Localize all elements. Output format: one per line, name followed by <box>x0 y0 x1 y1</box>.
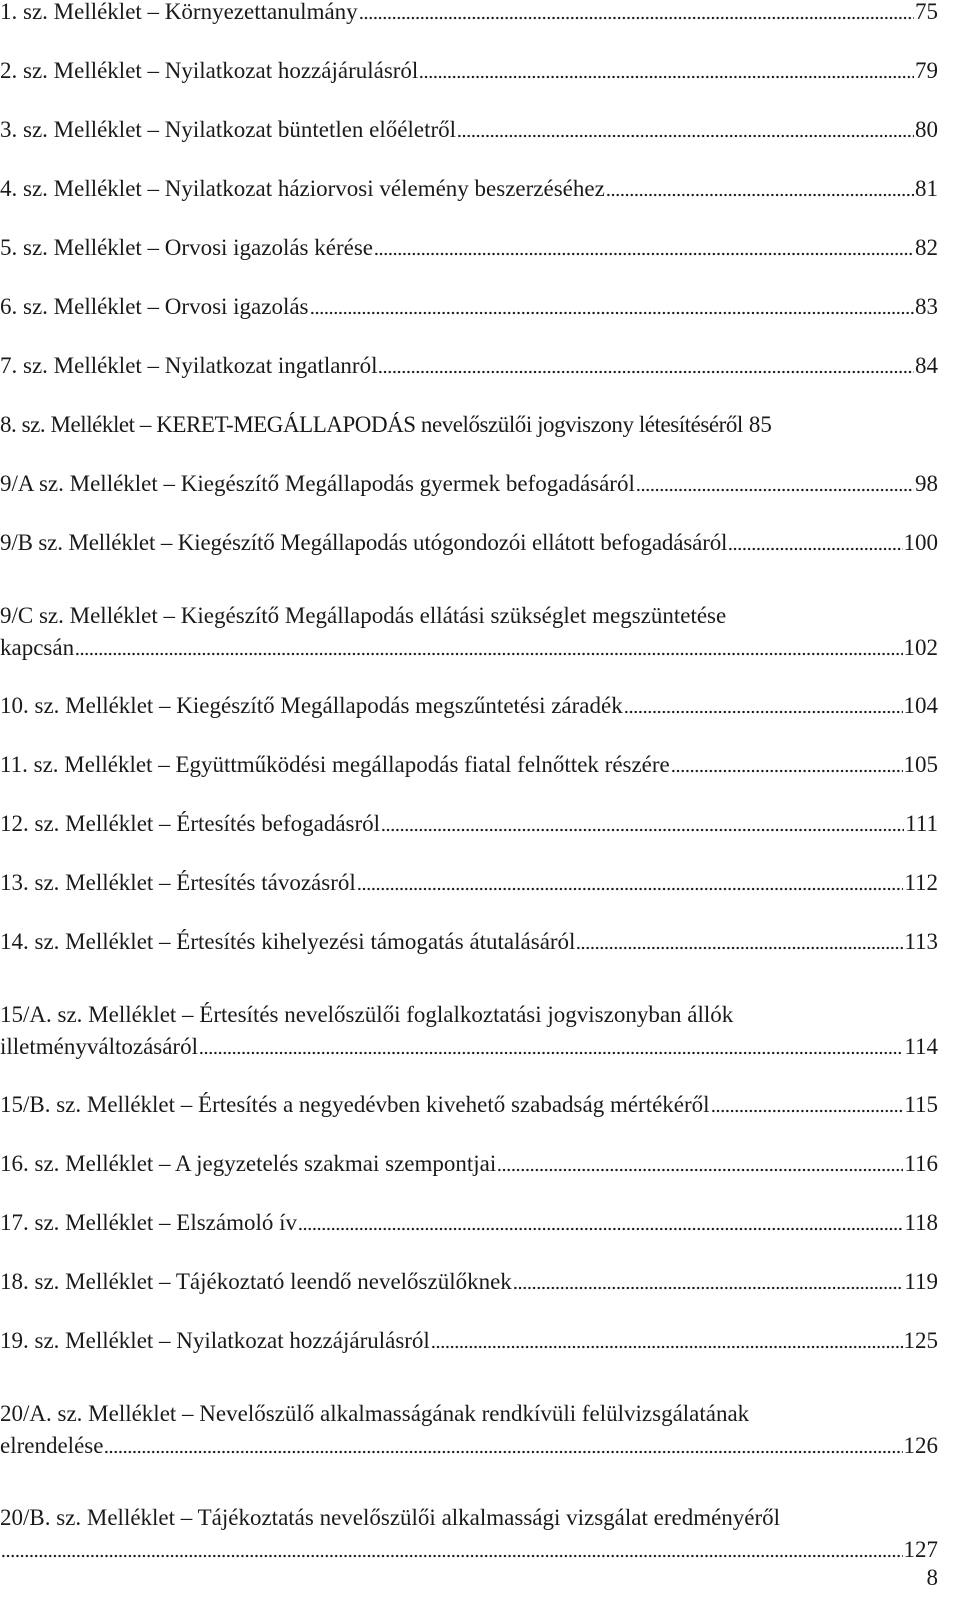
toc-entry-title: 3. sz. Melléklet – Nyilatkozat büntetlen előéletről <box>0 117 457 142</box>
toc-page-number: 125 <box>903 1328 938 1353</box>
toc-entry[interactable] <box>0 1460 938 1564</box>
toc-entry-title: 18. sz. Melléklet – Tájékoztató leendő nevelőszülőknek <box>0 1269 512 1294</box>
toc-entry[interactable] <box>0 1120 938 1179</box>
dot-leader <box>310 295 914 315</box>
toc-entry-title: 19. sz. Melléklet – Nyilatkozat hozzájárulásról <box>0 1328 430 1353</box>
toc-entry[interactable] <box>0 86 938 145</box>
toc-page-number: 111 <box>905 811 938 836</box>
toc-entry[interactable] <box>0 957 938 1061</box>
toc-entry-title: 15/A. sz. Melléklet – Értesítés nevelőszülői foglalkoztatási jogviszonyban állók <box>0 1002 734 1027</box>
toc-entry-title: 13. sz. Melléklet – Értesítés távozásról <box>0 870 356 895</box>
toc-entry-title: 14. sz. Melléklet – Értesítés kihelyezési támogatás átutalásáról <box>0 929 576 954</box>
dot-leader <box>1 1538 903 1558</box>
toc-entry-title: 9/A sz. Melléklet – Kiegészítő Megállapodás gyermek befogadásáról <box>0 471 635 496</box>
toc-entry[interactable] <box>0 145 938 204</box>
toc-page-number: 83 <box>915 294 938 319</box>
toc-entry[interactable] <box>0 1356 938 1460</box>
dot-leader <box>104 1434 902 1454</box>
toc-page-number: 126 <box>903 1433 938 1458</box>
toc-entry-title: 10. sz. Melléklet – Kiegészítő Megállapodás megszűntetési záradék <box>0 693 623 718</box>
toc-entry[interactable] <box>0 322 938 381</box>
toc-page-number: 85 <box>748 412 772 437</box>
toc-entry-title: 17. sz. Melléklet – Elszámoló ív <box>0 1210 298 1235</box>
dot-leader <box>624 694 903 714</box>
dot-leader <box>199 1035 903 1055</box>
toc-entry[interactable] <box>0 263 938 322</box>
toc-entry-title-continued: illetményváltozásáról <box>0 1034 198 1059</box>
toc-entry-title-continued: kapcsán <box>0 635 75 660</box>
dot-leader <box>606 177 914 197</box>
toc-entry[interactable] <box>0 1297 938 1356</box>
toc-entry-title: 20/B. sz. Melléklet – Tájékoztatás nevelőszülői alkalmassági vizsgálat eredményéről <box>0 1505 781 1530</box>
toc-entry[interactable] <box>0 780 938 839</box>
toc-entry[interactable] <box>0 1238 938 1297</box>
toc-entry[interactable] <box>0 839 938 898</box>
dot-leader <box>744 413 748 433</box>
toc-entry-title: 6. sz. Melléklet – Orvosi igazolás <box>0 294 309 319</box>
dot-leader <box>419 59 914 79</box>
toc-entry-title: 5. sz. Melléklet – Orvosi igazolás kérése <box>0 235 373 260</box>
toc-page-number: 100 <box>903 530 938 555</box>
dot-leader <box>671 753 903 773</box>
dot-leader <box>576 930 903 950</box>
toc-entry-title: 9/C sz. Melléklet – Kiegészítő Megállapodás ellátási szükséglet megszüntetése <box>0 603 727 628</box>
toc-page-number: 80 <box>915 117 938 142</box>
toc-entry[interactable] <box>0 1061 938 1120</box>
toc-page-number: 112 <box>904 870 938 895</box>
toc-entry[interactable] <box>0 898 938 957</box>
dot-leader <box>378 354 914 374</box>
toc-page-number: 75 <box>915 0 938 24</box>
toc-page-number: 84 <box>915 353 938 378</box>
dot-leader <box>711 1093 904 1113</box>
toc-entry-title: 1. sz. Melléklet – Környezettanulmány <box>0 0 358 24</box>
toc-entry[interactable] <box>0 721 938 780</box>
toc-page-number: 82 <box>915 235 938 260</box>
toc-page-number: 113 <box>904 929 938 954</box>
toc-page-number: 104 <box>903 693 938 718</box>
toc-entry[interactable] <box>0 0 938 27</box>
toc-page-number: 118 <box>904 1210 938 1235</box>
toc-entry[interactable] <box>0 558 938 662</box>
toc-page-number: 114 <box>904 1034 938 1059</box>
dot-leader <box>513 1270 904 1290</box>
dot-leader <box>728 531 902 551</box>
page-number: 8 <box>926 1565 938 1590</box>
toc-entry-title: 16. sz. Melléklet – A jegyzetelés szakmai szempontjai <box>0 1151 497 1176</box>
toc-entry[interactable] <box>0 381 938 440</box>
toc-entry-title: 2. sz. Melléklet – Nyilatkozat hozzájárulásról <box>0 58 419 83</box>
toc-entry-title: 9/B sz. Melléklet – Kiegészítő Megállapodás utógondozói ellátott befogadásáról <box>0 530 728 555</box>
toc-entry[interactable] <box>0 204 938 263</box>
toc-entry-title: 11. sz. Melléklet – Együttműködési megállapodás fiatal felnőttek részére <box>0 752 670 777</box>
toc-entry[interactable] <box>0 499 938 558</box>
toc-page-number: 98 <box>915 471 938 496</box>
dot-leader <box>457 118 914 138</box>
toc-entry[interactable] <box>0 440 938 499</box>
toc-entry-title: 4. sz. Melléklet – Nyilatkozat háziorvosi vélemény beszerzéséhez <box>0 176 605 201</box>
toc-page-number: 127 <box>903 1537 938 1562</box>
toc-page-number: 115 <box>904 1092 938 1117</box>
toc-entry-title: 20/A. sz. Melléklet – Nevelőszülő alkalmasságának rendkívüli felülvizsgálatának <box>0 1401 750 1426</box>
toc-entry[interactable] <box>0 1179 938 1238</box>
toc-entry[interactable] <box>0 662 938 721</box>
toc-entry-title: 12. sz. Melléklet – Értesítés befogadásról <box>0 811 381 836</box>
dot-leader <box>381 812 904 832</box>
dot-leader <box>374 236 914 256</box>
dot-leader <box>298 1211 903 1231</box>
toc-page-number: 102 <box>903 635 938 660</box>
toc-page-number: 79 <box>915 58 938 83</box>
toc-page-number: 81 <box>915 176 938 201</box>
toc-entry-title: 7. sz. Melléklet – Nyilatkozat ingatlanról <box>0 353 378 378</box>
toc-page-number: 116 <box>904 1151 938 1176</box>
toc-entry-title: 8. sz. Melléklet – KERET-MEGÁLLAPODÁS nevelőszülői jogviszony létesítéséről <box>0 412 743 437</box>
toc-page-number: 119 <box>904 1269 938 1294</box>
toc-page-number: 105 <box>903 752 938 777</box>
toc-entry-title: 15/B. sz. Melléklet – Értesítés a negyedévben kivehető szabadság mértékéről <box>0 1092 710 1117</box>
dot-leader <box>497 1152 903 1172</box>
dot-leader <box>431 1329 903 1349</box>
toc-entry-title-continued: elrendelése <box>0 1433 104 1458</box>
dot-leader <box>359 0 914 20</box>
dot-leader <box>357 871 904 891</box>
toc-entry[interactable] <box>0 27 938 86</box>
dot-leader <box>75 636 902 656</box>
dot-leader <box>636 472 914 492</box>
